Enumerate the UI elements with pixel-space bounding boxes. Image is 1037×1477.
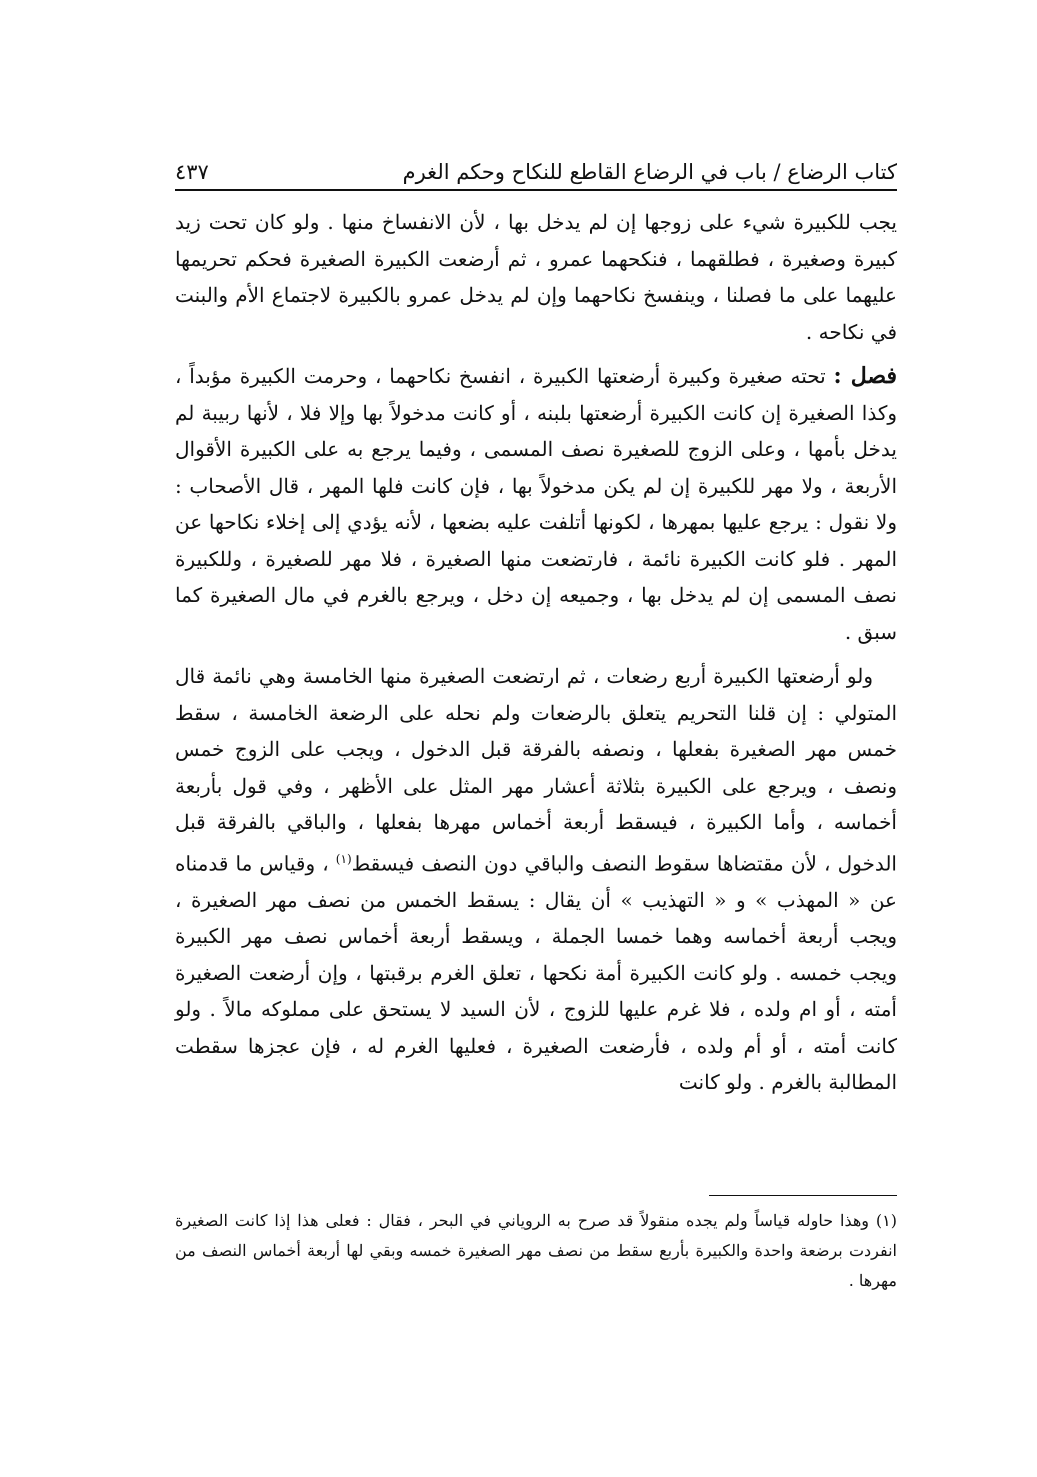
- paragraph-2: [175, 358, 897, 650]
- footnote: [175, 1206, 897, 1296]
- footnote-reference[interactable]: (١): [335, 851, 352, 866]
- running-header: [175, 135, 897, 185]
- main-text: [175, 204, 897, 1101]
- running-title: كتاب الرضاع / باب في الرضاع القاطع للنكاح وحكم الغرم: [402, 159, 897, 184]
- paragraph-2-text: تحته صغيرة وكبيرة أرضعتها الكبيرة ، انفسخ نكاحهما ، وحرمت الكبيرة مؤبداً ، وكذا الصغيرة إن كانت الكبيرة أرضعتها بلبنه ، أو كانت مدخولاً بها وإلا فلا ، لأنها ربيبة لم يدخل بأمها ، وعلى الزوج للصغيرة نصف المسمى ، وفيما يرجع به على الكبيرة الأقوال الأربعة ، ولا مهر للكبيرة إن لم يكن مدخولاً بها ، فإن كانت فلها المهر ، قال الأصحاب : ولا نقول : يرجع عليها بمهرها ، لكونها أتلفت عليه بضعها ، لأنه يؤدي إلى إخلاء نكاحها عن المهر . فلو كانت الكبيرة نائمة ، فارتضعت منها الصغيرة ، فلا مهر للصغيرة ، وللكبيرة نصف المسمى إن لم يدخل بها ، وجميعه إن دخل ، ويرجع بالغرم في مال الصغيرة كما سبق .: [175, 364, 898, 644]
- footnote-text: (١) وهذا حاوله قياساً ولم يجده منقولاً قد صرح به الروياني في البحر ، فقال : فعلى هذا إذا كانت الصغيرة انفردت برضعة واحدة والكبيرة بأربع سقط من نصف مهر الصغيرة خمسه وبقي لها أربعة أخماس النصف من مهرها .: [175, 1211, 898, 1290]
- footnote-rule: [709, 1195, 897, 1196]
- paragraph-1-text: يجب للكبيرة شيء على زوجها إن لم يدخل بها ، لأن الانفساخ منها . ولو كان تحت زيد كبيرة وصغيرة ، فطلقهما ، فنكحهما عمرو ، ثم أرضعت الكبيرة الصغيرة فحكم تحريمها عليهما على ما فصلنا ، وينفسخ نكاحهما وإن لم يدخل عمرو بالكبيرة لاجتماع الأم والبنت في نكاحه .: [175, 210, 897, 344]
- section-heading: فصل :: [833, 363, 897, 389]
- header-rule: [175, 189, 897, 191]
- page-number: ٤٣٧: [175, 159, 209, 184]
- paragraph-3-text-after: ، وقياس ما قدمناه عن « المهذب » و « التهذيب » أن يقال : يسقط الخمس من نصف مهر الصغيرة ، ويجب أربعة أخماسه وهما خمسا الجملة ، ويسقط أربعة أخماس نصف مهر الكبيرة ويجب خمسه . ولو كانت الكبيرة أمة نكحها ، تعلق الغرم برقبتها ، وإن أرضعت الصغيرة أمته ، أو ام ولده ، فلا غرم عليها للزوج ، لأن السيد لا يستحق على مملوكه مالاً . ولو كانت أمته ، أو أم ولده ، فأرضعت الصغيرة ، فعليها الغرم له ، فإن عجزها سقطت المطالبة بالغرم . ولو كانت: [175, 851, 897, 1095]
- paragraph-3: [175, 658, 897, 1101]
- paragraph-1: [175, 204, 897, 350]
- paragraph-3-text-before: ولو أرضعتها الكبيرة أربع رضعات ، ثم ارتضعت الصغيرة منها الخامسة وهي نائمة قال المتولي : إن قلنا التحريم يتعلق بالرضعات ولم نحله على الرضعة الخامسة ، سقط خمس مهر الصغيرة بفعلها ، ونصفه بالفرقة قبل الدخول ، ويجب على الزوج خمس ونصف ، ويرجع على الكبيرة بثلاثة أعشار مهر المثل على الأظهر ، وفي قول بأربعة أخماسه ، وأما الكبيرة ، فيسقط أربعة أخماس مهرها بفعلها ، والباقي بالفرقة قبل الدخول ، لأن مقتضاها سقوط النصف والباقي دون النصف فيسقط: [175, 664, 897, 876]
